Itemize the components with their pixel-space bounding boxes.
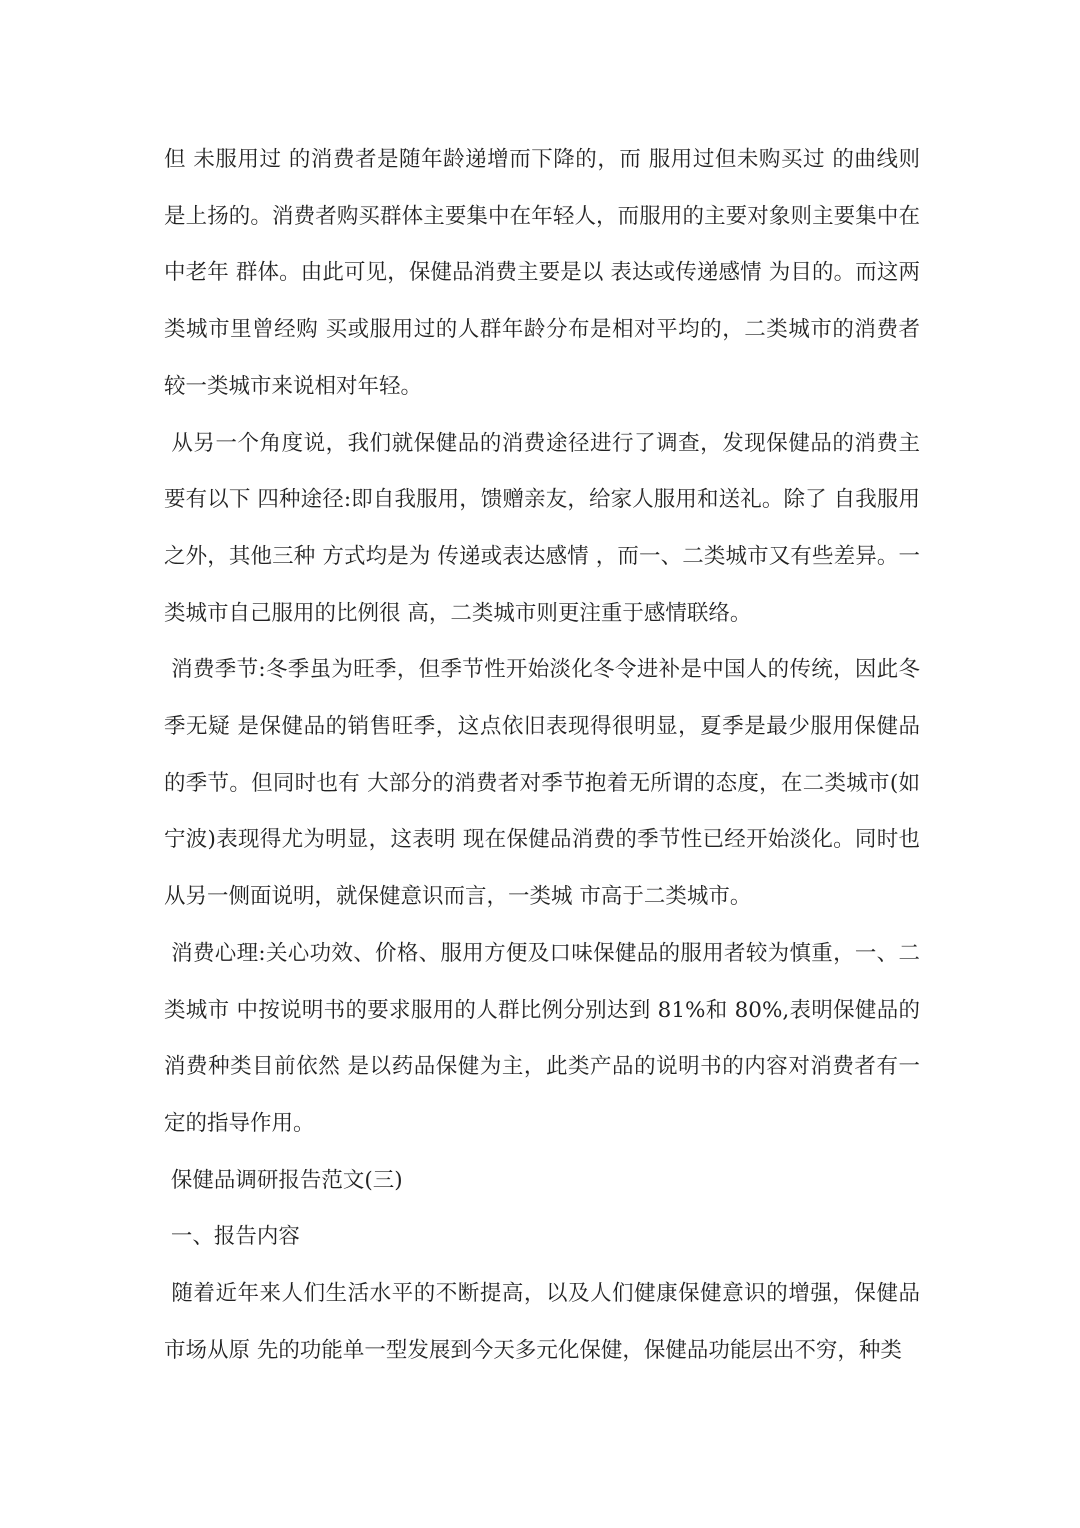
paragraph-consumption-psychology: 消费心理:关心功效、价格、服用方便及口味保健品的服用者较为慎重，一、二类城市 中按说明书的要求服用的人群比例分别达到 81%和 80%,表明保健品的消费种类目前依然 是以药品保健为主，此类产品的说明书的内容对消费者有一定的指导作用。: [164, 940, 920, 1136]
subsection-heading-report-content: 一、报告内容: [164, 1224, 300, 1250]
section-heading-report-sample-3: 保健品调研报告范文(三): [164, 1167, 403, 1193]
paragraph-market-background: 随着近年来人们生活水平的不断提高，以及人们健康保健意识的增强，保健品市场从原 先的功能单一型发展到今天多元化保健，保健品功能层出不穷，种类: [164, 1281, 920, 1363]
document-body: [164, 132, 927, 1379]
paragraph-consumption-season: 消费季节:冬季虽为旺季，但季节性开始淡化冬令进补是中国人的传统，因此冬季无疑 是保健品的销售旺季，这点依旧表现得很明显，夏季是最少服用保健品的季节。但同时也有 大部分的消费者对季节抱着无所谓的态度，在二类城市(如宁波)表现得尤为明显，这表明 现在保健品消费的季节性已经开始淡化。同时也从另一侧面说明，就保健意识而言，一类城 市高于二类城市。: [164, 657, 920, 910]
paragraph-age-distribution: 但 未服用过 的消费者是随年龄递增而下降的，而 服用过但未购买过 的曲线则是上扬的。消费者购买群体主要集中在年轻人，而服用的主要对象则主要集中在中老年 群体。由此可见，保健品消费主要是以 表达或传递感情 为目的。而这两类城市里曾经购 买或服用过的人群年龄分布是相对平均的，二类城市的消费者较一类城市来说相对年轻。: [164, 147, 920, 399]
paragraph-consumption-channels: 从另一个角度说，我们就保健品的消费途径进行了调查，发现保健品的消费主要有以下 四种途径:即自我服用，馈赠亲友，给家人服用和送礼。除了 自我服用 之外，其他三种 方式均是为 传递或表达感情 ，而一、二类城市又有些差异。一类城市自己服用的比例很 高，二类城市则更注重于感情联络。: [164, 430, 927, 626]
